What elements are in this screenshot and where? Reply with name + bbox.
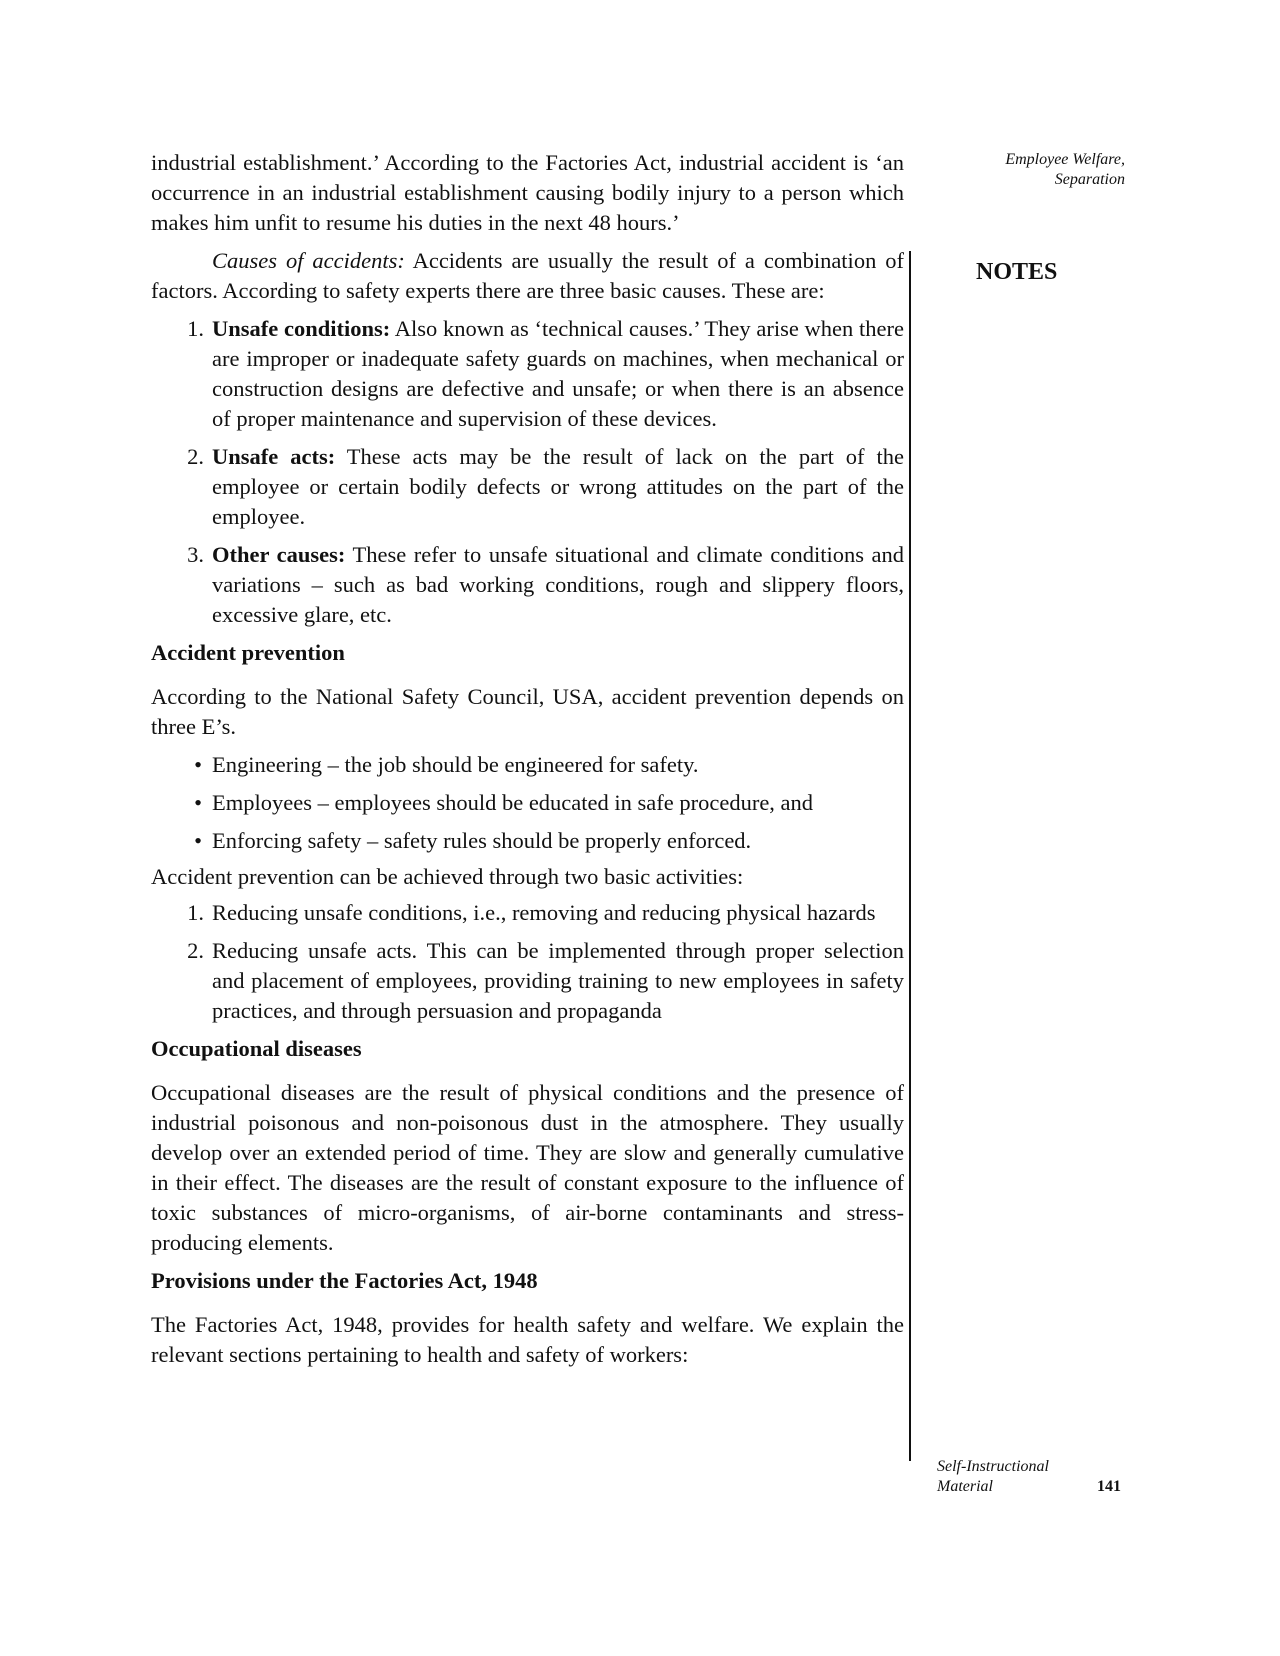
footer-line2: Material bbox=[937, 1478, 993, 1495]
paragraph-provisions: The Factories Act, 1948, provides for health safety and welfare. We explain the relevant sections pertaining to health and safety of workers: bbox=[151, 1312, 904, 1367]
list-number: 1. bbox=[187, 316, 204, 341]
heading-occupational-diseases: Occupational diseases bbox=[151, 1036, 362, 1061]
page-number: 141 bbox=[1097, 1478, 1121, 1495]
list-text: Reducing unsafe acts. This can be implemented through proper selection and placement of employees, providing training to new employees in safety practices, and through persuasion and propaganda bbox=[212, 938, 904, 1023]
list-text: These acts may be the result of lack on the part of the employee or certain bodily defects or wrong attitudes on the part of the employee. bbox=[212, 444, 904, 529]
bullet-text: Engineering – the job should be engineered for safety. bbox=[212, 752, 699, 777]
paragraph-prevention: According to the National Safety Council, USA, accident prevention depends on three E’s. bbox=[151, 684, 904, 739]
list-number: 1. bbox=[187, 900, 204, 925]
bullet-item bbox=[151, 826, 904, 856]
paragraph-intro: industrial establishment.’ According to the Factories Act, industrial accident is ‘an occurrence in an industrial establishment causing bodily injury to a person which makes him unfit to resume his duties in the next 48 hours.’ bbox=[151, 150, 904, 235]
footer-line1: Self-Instructional bbox=[937, 1458, 1049, 1475]
bullet-icon: • bbox=[194, 790, 202, 815]
bullet-item bbox=[151, 788, 904, 818]
list-term: Unsafe conditions: bbox=[212, 316, 391, 341]
paragraph-causes bbox=[151, 246, 904, 306]
notes-label: NOTES bbox=[976, 259, 1058, 285]
list-number: 3. bbox=[187, 542, 204, 567]
bullet-icon: • bbox=[194, 752, 202, 777]
list-item bbox=[151, 314, 904, 434]
list-text: Also known as ‘technical causes.’ They arise when there are improper or inadequate safety guards on machines, when mechanical or construction designs are defective and unsafe; or when there is an absence of proper maintenance and supervision of these devices. bbox=[212, 316, 904, 431]
list-item bbox=[151, 936, 904, 1026]
list-term: Unsafe acts: bbox=[212, 444, 336, 469]
running-header bbox=[925, 150, 1125, 190]
list-item bbox=[151, 442, 904, 532]
bullet-icon: • bbox=[194, 828, 202, 853]
causes-text: Accidents are usually the result of a combination of factors. According to safety experts there are three basic causes. These are: bbox=[151, 248, 905, 303]
main-text bbox=[151, 148, 904, 1378]
bullet-text: Employees – employees should be educated in safe procedure, and bbox=[212, 790, 814, 815]
list-item bbox=[151, 540, 904, 630]
bullet-text: Enforcing safety – safety rules should be properly enforced. bbox=[212, 828, 752, 853]
causes-lead: Causes of accidents: bbox=[212, 248, 405, 273]
paragraph-diseases: Occupational diseases are the result of physical conditions and the presence of industrial poisonous and non-poisonous dust in the atmosphere. They usually develop over an extended period of time. They are slow and generally cumulative in their effect. The diseases are the result of constant exposure to the influence of toxic substances of micro-organisms, of air-borne contaminants and stress-producing elements. bbox=[151, 1080, 904, 1255]
running-header-line2: Separation bbox=[1054, 171, 1125, 188]
paragraph-activities: Accident prevention can be achieved through two basic activities: bbox=[151, 864, 744, 889]
bullet-item bbox=[151, 750, 904, 780]
list-term: Other causes: bbox=[212, 542, 346, 567]
heading-accident-prevention: Accident prevention bbox=[151, 640, 345, 665]
list-text: Reducing unsafe conditions, i.e., removing and reducing physical hazards bbox=[212, 900, 876, 925]
list-item bbox=[151, 898, 904, 928]
heading-provisions: Provisions under the Factories Act, 1948 bbox=[151, 1268, 538, 1293]
margin-rule bbox=[909, 251, 911, 1461]
running-header-line1: Employee Welfare, bbox=[1005, 151, 1125, 168]
list-text: These refer to unsafe situational and climate conditions and variations – such as bad working conditions, rough and slippery floors, excessive glare, etc. bbox=[212, 542, 904, 627]
list-number: 2. bbox=[187, 444, 204, 469]
list-number: 2. bbox=[187, 938, 204, 963]
